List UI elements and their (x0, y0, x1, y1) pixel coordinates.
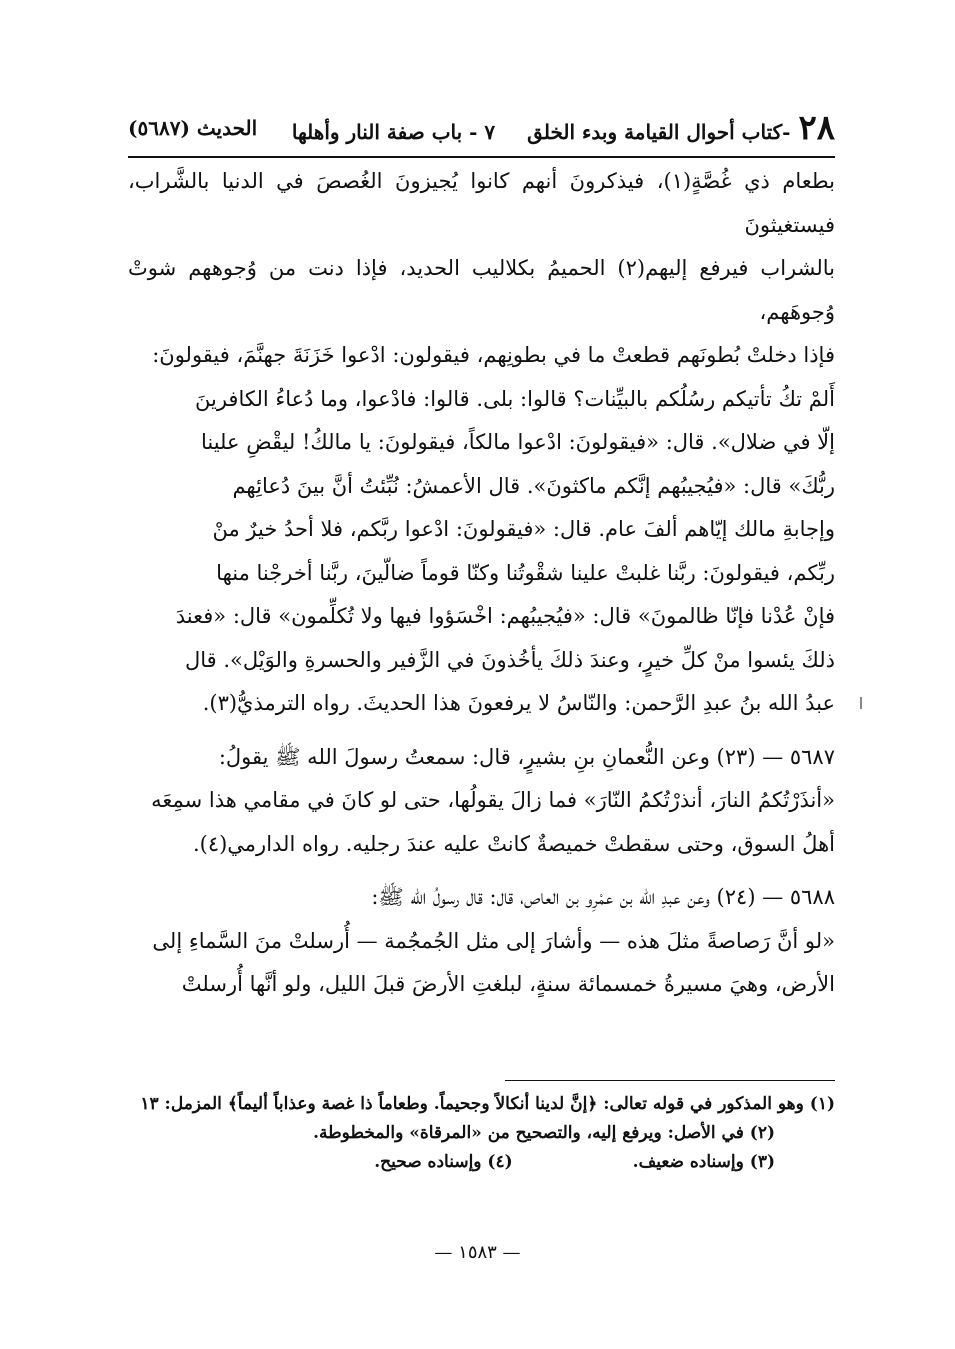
text-line: فإنْ عُدْنا فإنّا ظالمونَ» قال: «فيُجيبُهم: اخْسَؤوا فيها ولا تُكلِّمون» قال: «فعندَ (175, 604, 835, 628)
footnote-separator (505, 1080, 835, 1081)
book-title: -كتاب أحوال القيامة وبدء الخلق (527, 120, 791, 144)
text-line: ٥٦٨٧ — (٢٣) وعن النُّعمانِ بنِ بشيرٍ، قال: سمعتُ رسولَ الله ﷺ يقولُ: (218, 744, 835, 769)
text-line: بطعام ذي غُصَّةٍ(١)، فيذكرونَ أنهم كانوا يُجيزونَ الغُصصَ في الدنيا بالشَّراب، فيستغيثونَ (128, 169, 836, 237)
text-line: فإذا دخلتْ بُطونَهم قطعتْ ما في بطونِهم، فيقولون: ادْعوا خَزَنَةَ جهنَّمَ، فيقولونَ: (152, 343, 835, 367)
footnote-1: (١) وهو المذكور في قوله تعالى: ﴿إنَّ لدينا أنكالاً وجحيماً. وطعاماً ذا غصة وعذاباً أليماً﴾ المزمل: ١٣ (140, 1094, 835, 1114)
text-line: «لو أنَّ رَصاصةً مثلَ هذه — وأشارَ إلى مثل الجُمجُمة — أُرسلتْ منَ السَّماءِ إلى (152, 928, 835, 953)
text-line: عبدُ الله بنُ عبدِ الرَّحمن: والنّاسُ لا يرفعونَ هذا الحديثَ. رواه الترمذيُّ(٣). (202, 691, 835, 715)
text-line: ربُّكَ» قال: «فيُجيبُهم إنَّكم ماكثونَ». قال الأعمشُ: نُبِّئتُ أنَّ بينَ دُعائِهم (232, 473, 835, 498)
text-line: وإجابةِ مالك إيّاهم ألفَ عام. قال: «فيقولونَ: ادْعوا ربَّكم، فلا أحدُ خيرٌ منْ (212, 517, 835, 541)
footnotes (128, 1090, 835, 1177)
text-line: الأرض، وهيَ مسيرةُ خمسمائة سنةٍ، لبلغتِ الأرضَ قبلَ الليل، ولو أنَّها أُرسلتْ (181, 972, 835, 996)
footnote-4: (٤) وإسناده صحيح. (374, 1152, 513, 1172)
text-line: أهلُ السوق، وحتى سقطتْ خميصةٌ كانتْ عليه عندَ رجليه. رواه الدارمي(٤). (192, 831, 835, 856)
footnote-row (128, 1148, 835, 1177)
text-line: «أنذَرْتُكمُ النارَ، أنذرْتُكمُ النّارَ» فما زالَ يقولُها، حتى لو كانَ في مقامي هذا سمِعَه (151, 788, 835, 812)
main-text (128, 160, 835, 1007)
paragraph-1 (128, 160, 835, 726)
section-title: ٧ - باب صفة النار وأهلها (291, 120, 496, 144)
page-number: — ١٥٨٣ — (434, 1242, 521, 1263)
footnote-2: (٢) في الأصل: ويرفع إليه، والتصحيح من «المرقاة» والمخطوطة. (313, 1123, 775, 1143)
header-right (292, 108, 835, 148)
text-line: بالشراب فيرفع إليهم(٢) الحميمُ بكلاليب الحديد، فإذا دنت من وُجوههم شوتْ وُجوهَهم، (128, 256, 836, 324)
chapter-number: ٢٨ (798, 108, 835, 148)
hadith-range: الحديث (٥٦٨٧) (128, 116, 258, 140)
footnote-3: (٣) وإسناده ضعيف. (632, 1152, 775, 1172)
text-line: ذلكَ يئسوا منْ كلِّ خيرٍ، وعندَ ذلكَ يأخُذونَ في الزَّفير والحسرةِ والوَيْل». قال (184, 647, 835, 672)
margin-mark (860, 697, 862, 709)
paragraph-hadith-5688 (128, 876, 835, 1007)
paragraph-hadith-5687 (128, 736, 835, 867)
text-line: إلّا في ضلال». قال: «فيقولونَ: ادْعوا مالكاً، فيقولونَ: يا مالكُ! ليقْضِ علينا (200, 430, 835, 454)
text-line: ربِّكم، فيقولونَ: ربَّنا غلبتْ علينا شقْوتُنا وكنّا قوماً ضالّينَ، ربَّنا أخرجْنا منها (216, 560, 835, 585)
text-line: أَلمْ تكُ تأتيكم رسُلُكم بالبيِّنات؟ قالوا: بلى. قالوا: فادْعوا، وما دُعاءُ الكافرينَ (195, 386, 835, 411)
running-header (128, 100, 835, 158)
text-line: ٥٦٨٨ — (٢٤) وعن عبدِ الله بن عمْرِو بن العاص، قال: قال رسولُ الله ﷺ: (371, 885, 835, 909)
